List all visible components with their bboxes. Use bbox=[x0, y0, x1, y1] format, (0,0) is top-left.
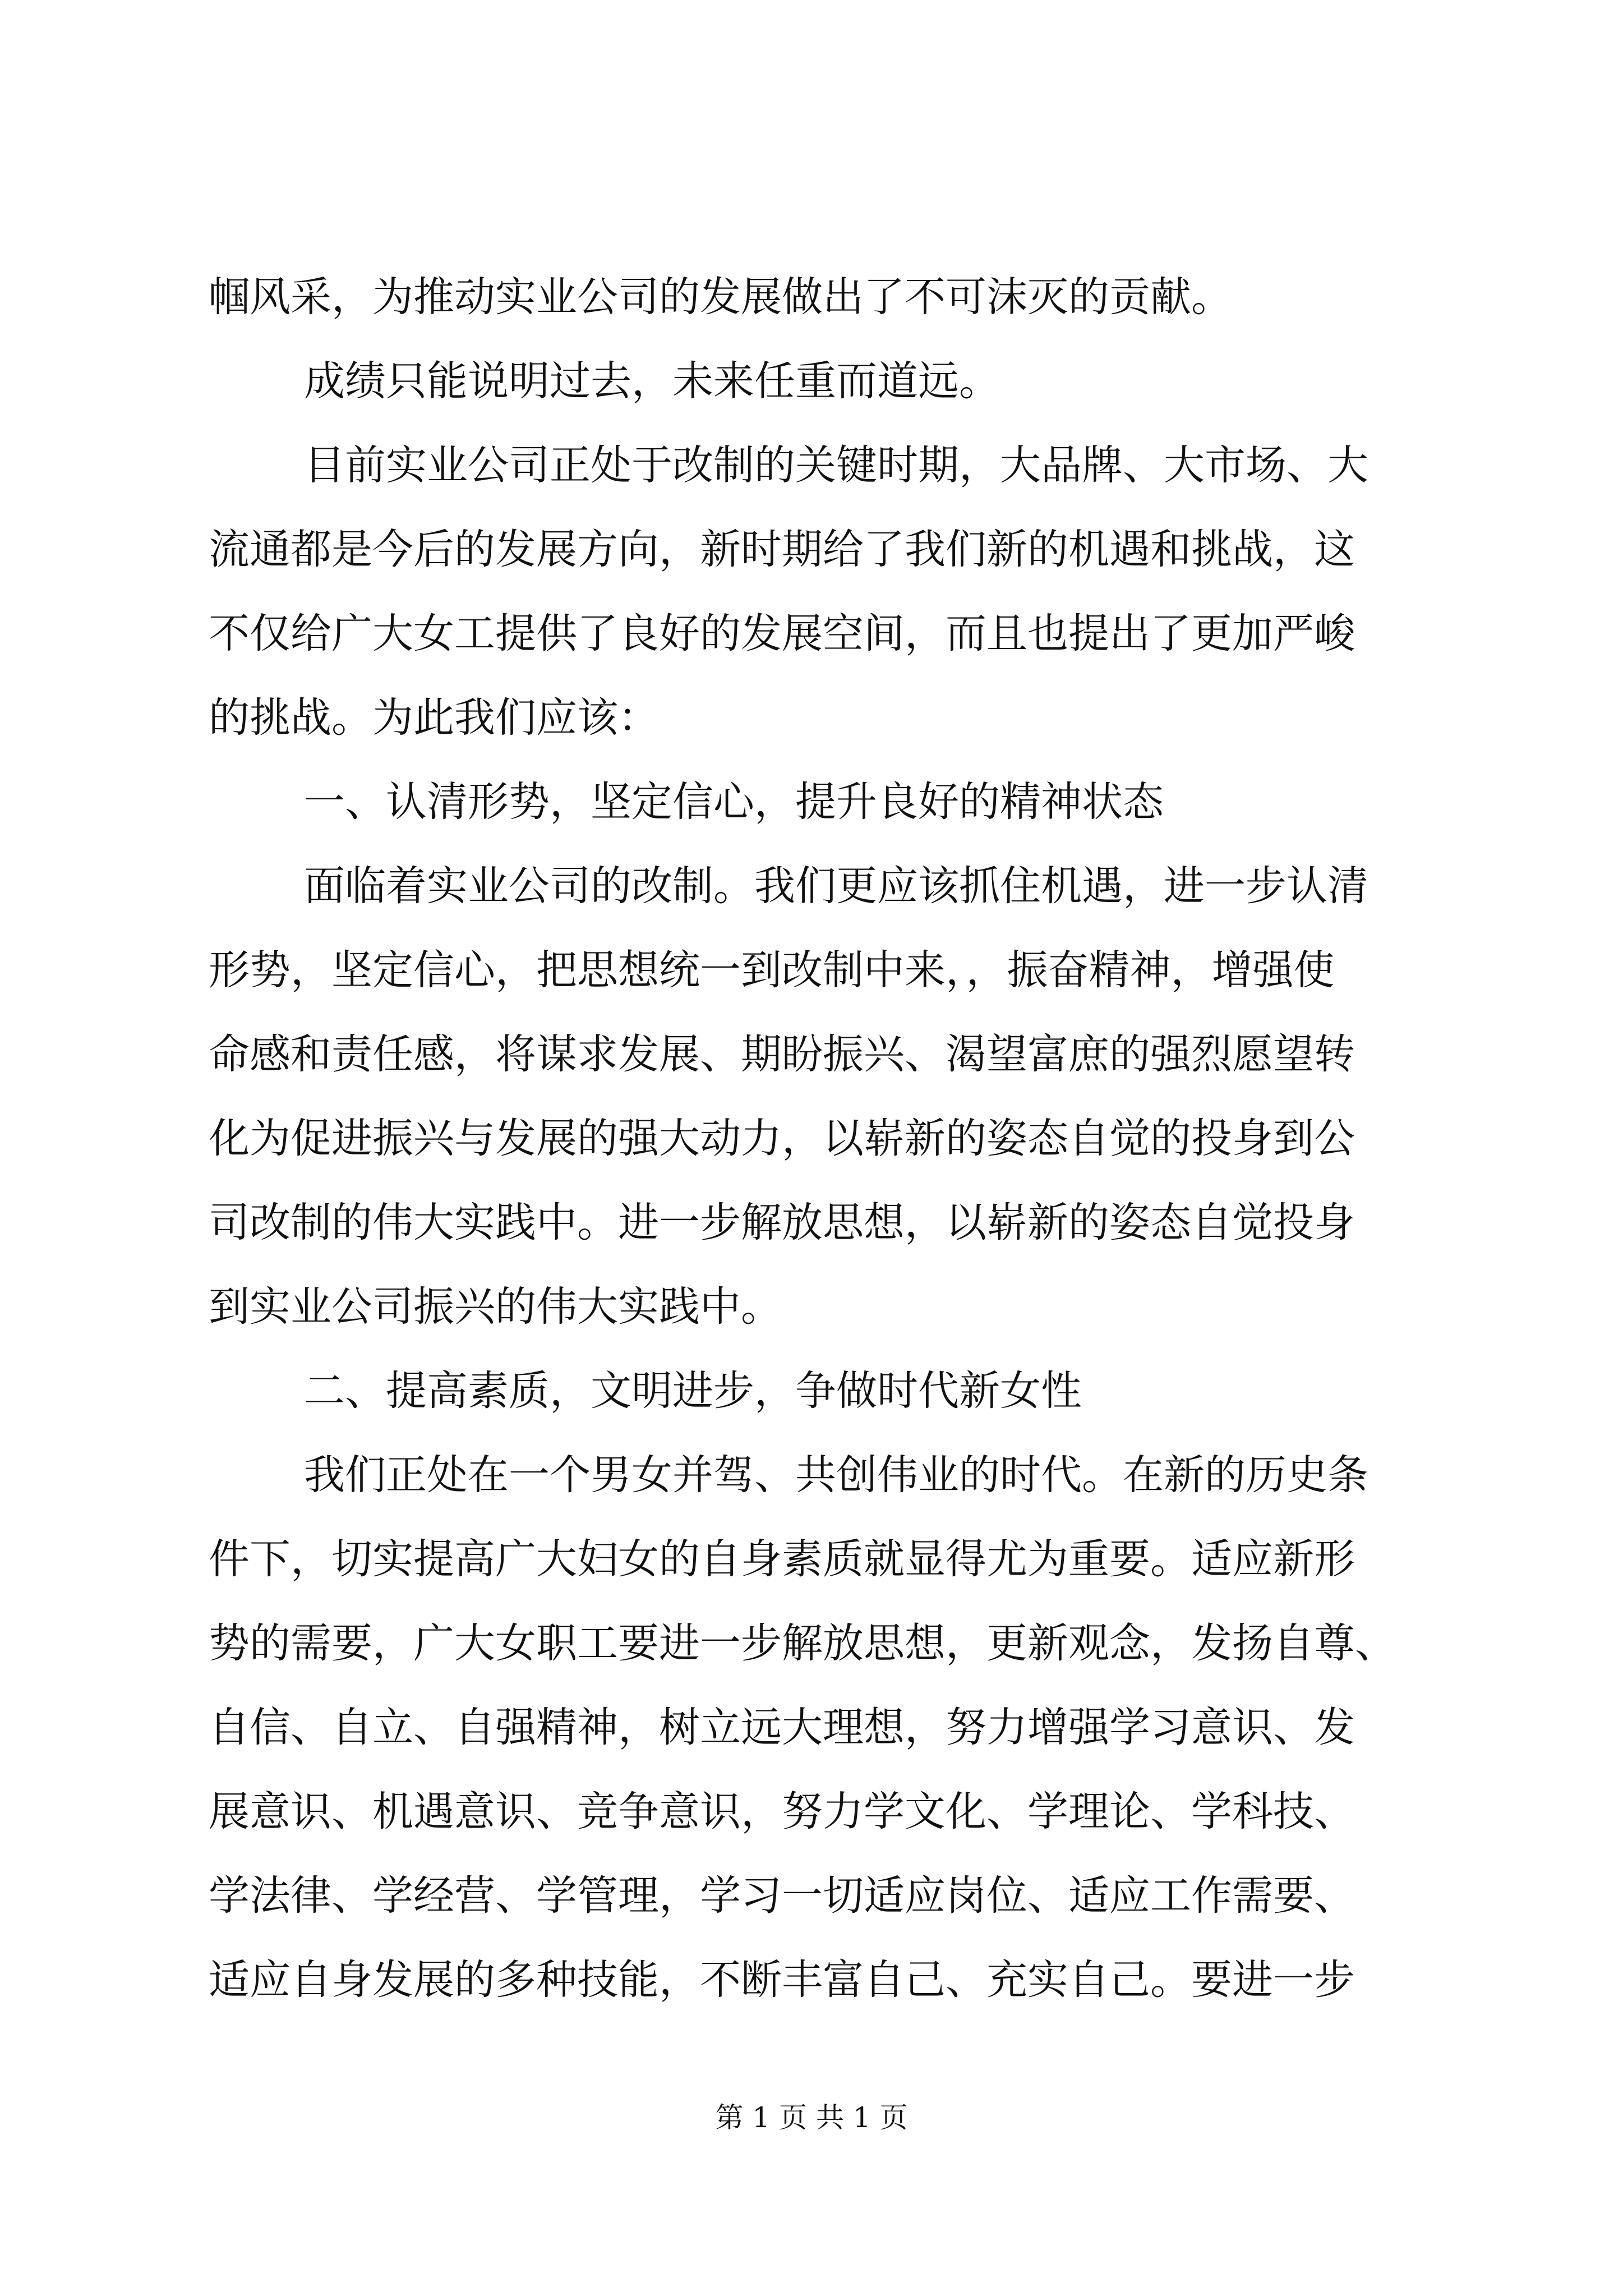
page-footer: 第 1 页 共 1 页 bbox=[715, 2101, 908, 2134]
paragraph-line: 势的需要，广大女职工要进一步解放思想，更新观念，发扬自尊、 bbox=[209, 1619, 1396, 1667]
paragraph-line: 我们正处在一个男女并驾、共创伟业的时代。在新的历史条 bbox=[304, 1451, 1368, 1499]
paragraph-line: 命感和责任感，将谋求发展、期盼振兴、渴望富庶的强烈愿望转 bbox=[209, 1030, 1355, 1078]
paragraph-line: 帼风采，为推动实业公司的发展做出了不可沫灭的贡献。 bbox=[209, 273, 1232, 321]
paragraph-line: 面临着实业公司的改制。我们更应该抓住机遇，进一步认清 bbox=[304, 862, 1368, 910]
paragraph-line: 的挑战。为此我们应该： bbox=[209, 694, 659, 742]
paragraph-line: 不仅给广大女工提供了良好的发展空间，而且也提出了更加严峻 bbox=[209, 610, 1355, 657]
paragraph-line: 形势，坚定信心，把思想统一到改制中来，，振奋精神，增强使 bbox=[209, 946, 1335, 994]
paragraph-line: 学法律、学经营、学管理，学习一切适应岗位、适应工作需要、 bbox=[209, 1872, 1355, 1920]
paragraph-line: 目前实业公司正处于改制的关键时期，大品牌、大市场、大 bbox=[304, 441, 1368, 489]
paragraph-line: 到实业公司振兴的伟大实践中。 bbox=[209, 1283, 782, 1331]
paragraph-line: 适应自身发展的多种技能，不断丰富自己、充实自己。要进一步 bbox=[209, 1956, 1355, 2004]
document-body bbox=[209, 255, 1414, 2022]
paragraph-line: 件下，切实提高广大妇女的自身素质就显得尤为重要。适应新形 bbox=[209, 1535, 1355, 1583]
paragraph-line: 司改制的伟大实践中。进一步解放思想，以崭新的姿态自觉投身 bbox=[209, 1199, 1355, 1246]
paragraph-line: 展意识、机遇意识、竞争意识，努力学文化、学理论、学科技、 bbox=[209, 1788, 1355, 1835]
section-heading-2: 二、提高素质，文明进步，争做时代新女性 bbox=[304, 1367, 1082, 1415]
paragraph-line: 化为促进振兴与发展的强大动力，以崭新的姿态自觉的投身到公 bbox=[209, 1115, 1355, 1162]
paragraph-line: 成绩只能说明过去，未来任重而道远。 bbox=[304, 357, 1000, 405]
section-heading-1: 一、认清形势，坚定信心，提升良好的精神状态 bbox=[304, 778, 1164, 826]
paragraph-line: 自信、自立、自强精神，树立远大理想，努力增强学习意识、发 bbox=[209, 1704, 1355, 1751]
paragraph-line: 流通都是今后的发展方向，新时期给了我们新的机遇和挑战，这 bbox=[209, 526, 1355, 573]
